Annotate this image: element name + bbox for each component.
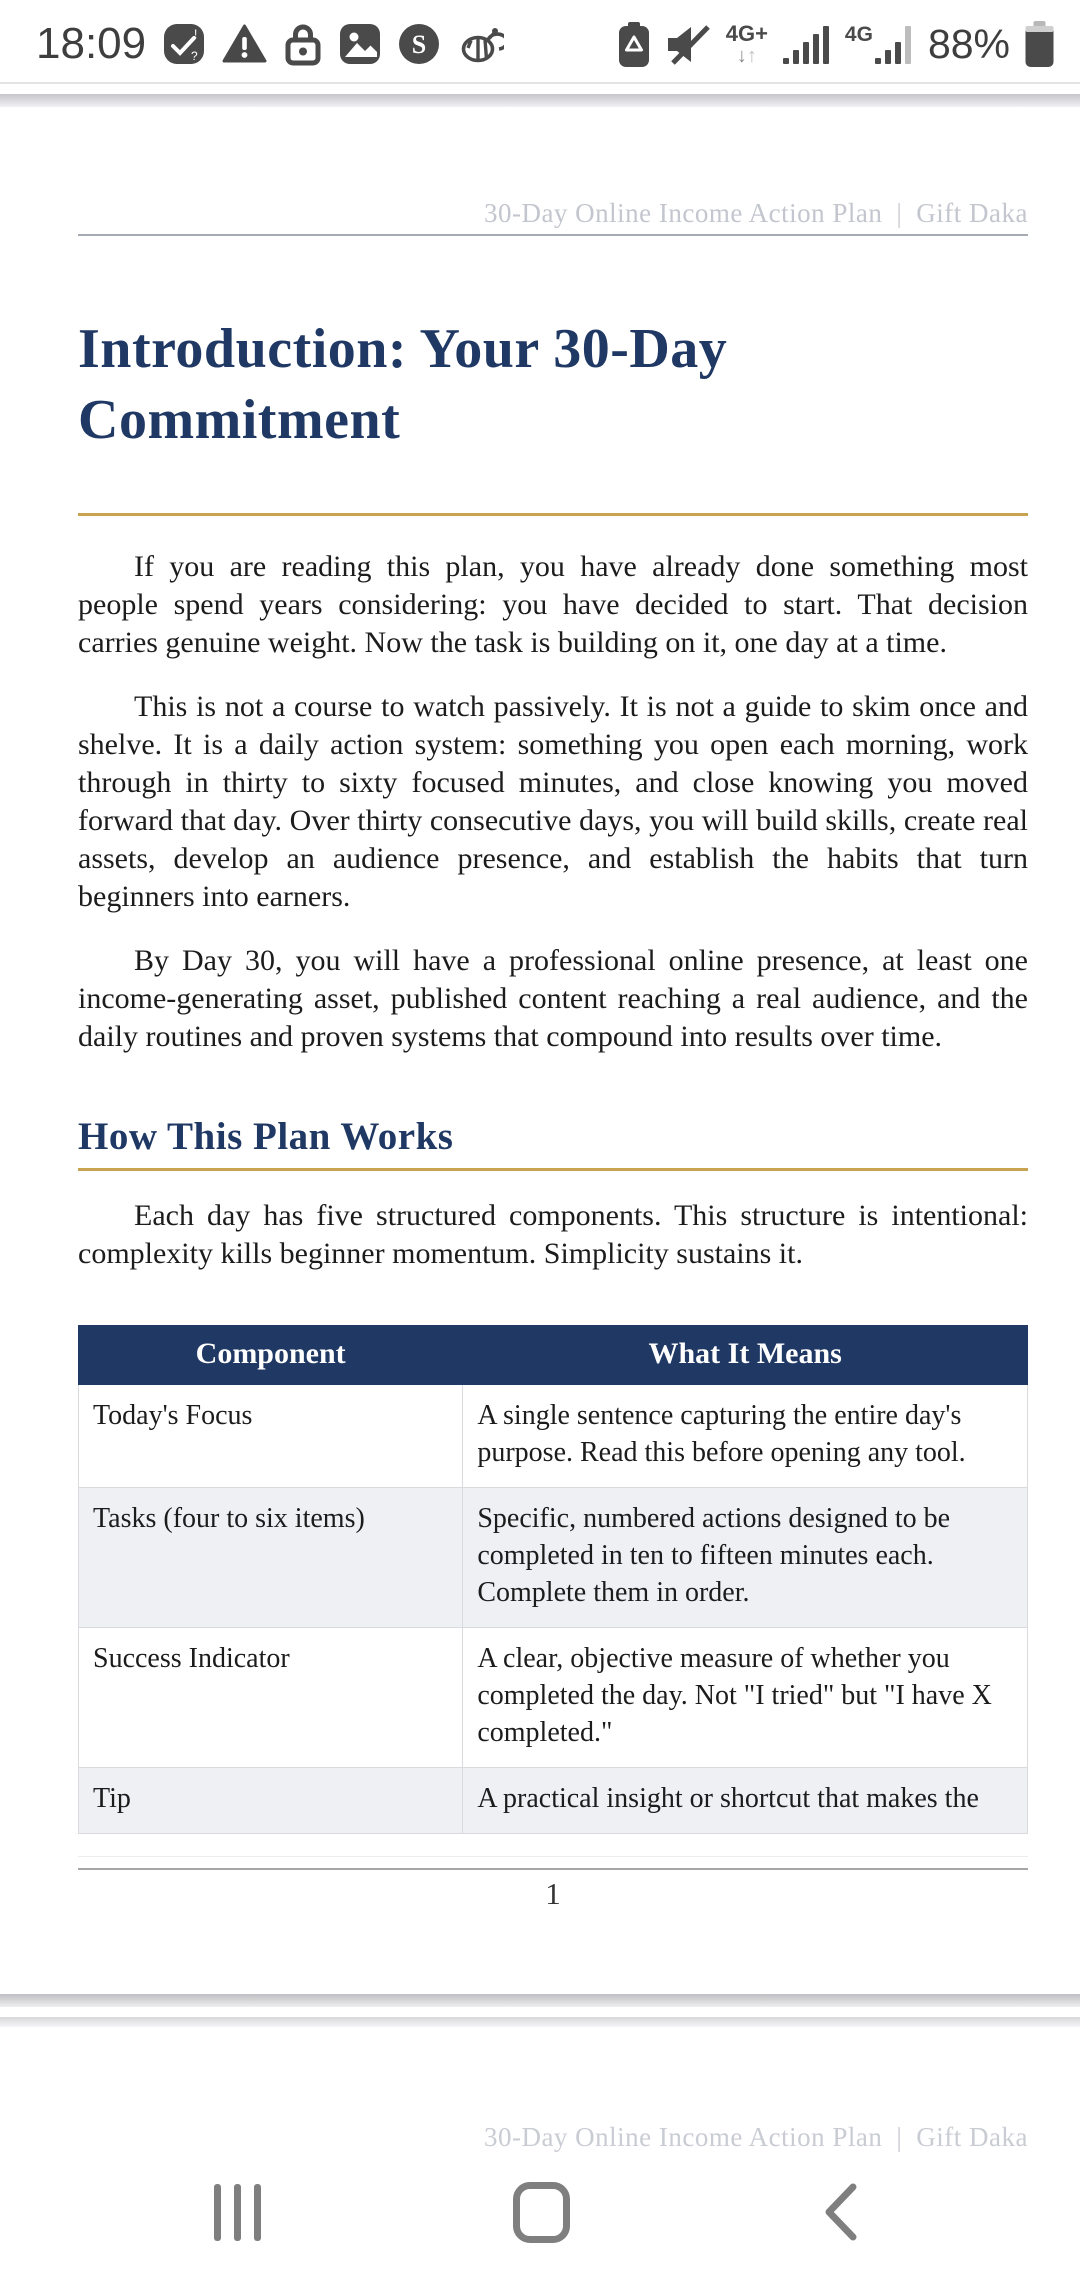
table-header-component: Component (79, 1326, 463, 1385)
clock: 18:09 (36, 19, 147, 68)
warning-icon (222, 24, 267, 64)
signal-bars-secondary-icon (845, 23, 913, 65)
table-cell: A single sentence capturing the entire day's purpose. Read this before opening any tool. (463, 1385, 1028, 1488)
section-paragraph: Each day has five structured components. This structure is intentional: complexity kills beginner momentum. Simplicity sustains it. (78, 1199, 1028, 1271)
table-row (79, 1488, 1028, 1628)
doc-author: Gift Daka (916, 198, 1028, 228)
table-header-row (79, 1326, 1028, 1385)
paragraph-3: By Day 30, you will have a professional online presence, at least one income-generating asset, published content reaching a real audience, and the daily routines and proven systems that compound into results over time. (78, 944, 1028, 1054)
paragraph-1: If you are reading this plan, you have already done something most people spend years considering: you have decided to start. That decision carries genuine weight. Now the task is building on it, one day at a time. (78, 550, 1028, 660)
back-chevron-icon (822, 2182, 858, 2242)
signal-bars-icon (783, 23, 830, 65)
pdf-page-1[interactable] (0, 107, 1080, 1994)
paragraph-2: This is not a course to watch passively. It is not a guide to skim once and shelve. It is a daily action system: something you open each morning, work through in thirty to sixty focused minutes, and close knowing you moved forward that day. Over thirty consecutive days, you will build skills, create real assets, develop an audience presence, and establish the habits that turn beginners into earners. (78, 690, 1028, 914)
sweatcoin-icon (398, 23, 440, 65)
back-button[interactable] (822, 2182, 858, 2242)
table-cell: Today's Focus (79, 1385, 463, 1488)
home-icon (513, 2182, 570, 2243)
page-top-shadow (0, 94, 1080, 107)
running-header-page2 (78, 2121, 1028, 2153)
header-separator: | (896, 198, 903, 228)
chapter-title: Introduction: Your 30-Day Commitment (78, 318, 728, 451)
recents-button[interactable] (214, 2184, 261, 2241)
footer-divider (78, 1868, 1028, 1870)
footer-divider-light (78, 1856, 1028, 1857)
home-button[interactable] (513, 2182, 570, 2243)
table-cell: Success Indicator (79, 1628, 463, 1768)
svg-text:!: ! (194, 27, 198, 41)
table-cell: A clear, objective measure of whether you completed the day. Not "I tried" but "I have X completed." (463, 1628, 1028, 1768)
table-row (79, 1628, 1028, 1768)
header-separator: | (896, 2122, 903, 2152)
gallery-icon (339, 23, 381, 65)
battery-percent: 88% (927, 20, 1010, 67)
table-cell: Specific, numbered actions designed to be completed in ten to fifteen minutes each. Complete them in order. (463, 1488, 1028, 1628)
table-cell: Tip (79, 1768, 463, 1834)
table-cell: A practical insight or shortcut that makes the (463, 1768, 1028, 1834)
checklist-icon (163, 23, 205, 65)
svg-text:?: ? (191, 49, 198, 63)
page-break-shadow-top (0, 1994, 1080, 2007)
status-bar-left (36, 19, 504, 69)
section-heading: How This Plan Works (78, 1114, 1028, 1171)
bee-icon (457, 23, 504, 65)
network-type-label: 4G+ (725, 20, 768, 46)
table-row (79, 1385, 1028, 1488)
status-bar (0, 0, 1080, 82)
battery-saver-icon (617, 22, 651, 67)
table-row (79, 1768, 1028, 1834)
page-number: 1 (545, 1876, 561, 1912)
mute-icon (666, 24, 711, 65)
network-type-indicator (725, 20, 768, 67)
android-nav-bar (0, 2158, 1080, 2280)
table-header-meaning: What It Means (463, 1326, 1028, 1385)
running-header (78, 197, 1028, 236)
data-activity-arrows-icon: ↓↑ (736, 44, 757, 67)
battery-icon (1025, 21, 1054, 67)
network-type-secondary-label: 4G (844, 23, 873, 46)
table-cell: Tasks (four to six items) (79, 1488, 463, 1628)
svg-text:S: S (411, 30, 427, 59)
doc-title-header: 30-Day Online Income Action Plan (483, 198, 883, 228)
lock-icon (284, 23, 322, 66)
doc-author: Gift Daka (916, 2122, 1028, 2152)
page-break-shadow-bottom (0, 2017, 1080, 2027)
gold-divider (78, 513, 1028, 516)
doc-title-header: 30-Day Online Income Action Plan (483, 2122, 883, 2152)
components-table (78, 1325, 1028, 1834)
status-bar-right (617, 21, 1054, 68)
